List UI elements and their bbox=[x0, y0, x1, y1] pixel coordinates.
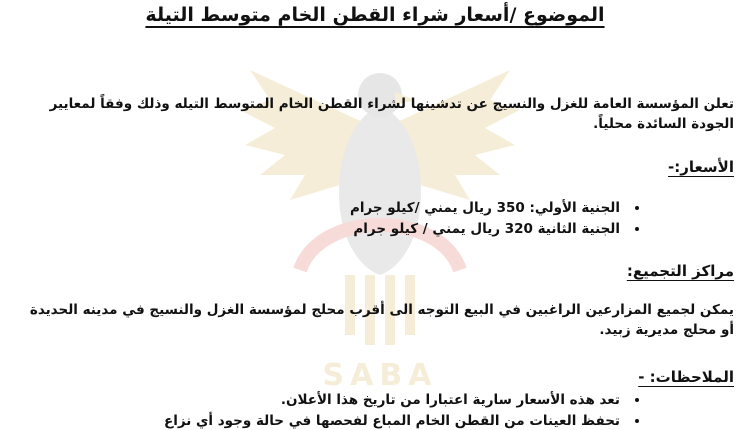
note-item: • تعد هذه الأسعار سارية اعتبارا من تاريخ هذا الأعلان. bbox=[164, 390, 624, 411]
watermark-text: SABA bbox=[322, 358, 438, 393]
centers-heading: مراكز التجميع: bbox=[626, 262, 734, 280]
prices-heading: الأسعار:- bbox=[667, 158, 734, 176]
centers-paragraph: يمكن لجميع المزارعين الراغبين في البيع التوجه الى أقرب محلج لمؤسسة الغزل والنسيج في مدينه الحديدة أو محلج مديرية زبيد. bbox=[29, 302, 734, 338]
price-item: • الجنية الثانية 320 ريال يمني / كيلو جرام bbox=[350, 219, 624, 240]
prices-list bbox=[350, 198, 642, 240]
notes-list bbox=[164, 390, 642, 430]
document-title-text: الموضوع /أسعار شراء القطن الخام متوسط التيلة bbox=[145, 4, 605, 26]
intro-paragraph: تعلن المؤسسة العامة للغزل والنسيج عن تدشينها لشراء القطن الخام المتوسط التيله وذلك وفقاً لمعايير الجودة السائدة محلياً. bbox=[49, 96, 734, 132]
document-title bbox=[0, 4, 750, 26]
note-item: • تحفظ العينات من القطن الخام المباع لفحصها في حالة وجود أي نزاع bbox=[164, 411, 624, 430]
price-item: • الجنية الأولي: 350 ريال يمني /كيلو جرام bbox=[350, 198, 624, 219]
notes-heading: الملاحظات: - bbox=[638, 368, 734, 386]
